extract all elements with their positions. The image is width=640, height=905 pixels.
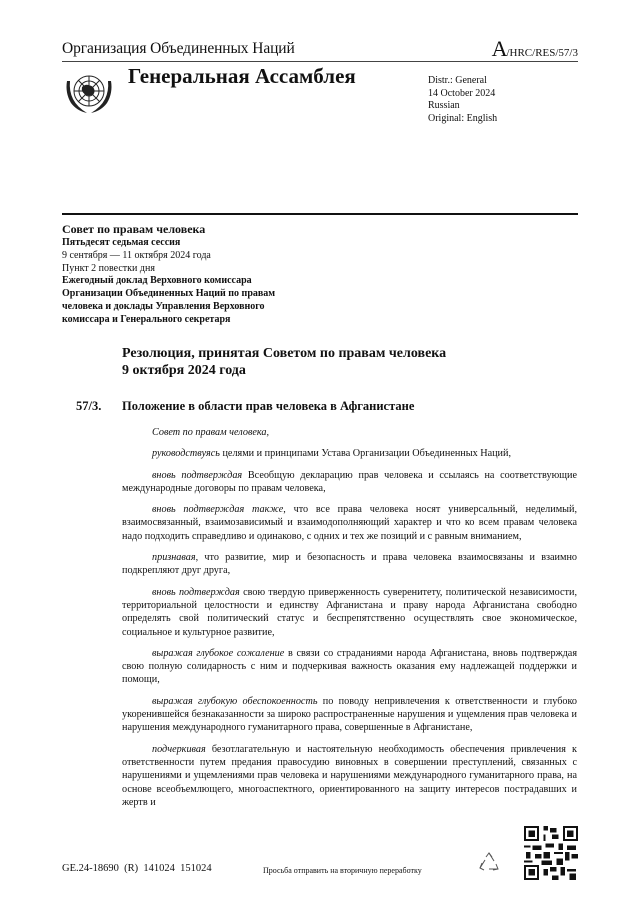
session-dates: 9 сентября — 11 октября 2024 года xyxy=(62,249,211,261)
organization-name: Организация Объединенных Наций xyxy=(62,40,295,57)
recycle-icon xyxy=(478,852,500,874)
paragraph-text: Всеобщую декларацию прав человека и ссылаясь на соответствующие международные договоры по правам человека, xyxy=(122,469,577,494)
preamble-paragraph xyxy=(122,551,577,578)
paragraph-lead: вновь подтверждая xyxy=(152,586,240,598)
session-name: Пятьдесят седьмая сессия xyxy=(62,237,181,248)
council-name: Совет по правам человека xyxy=(62,222,206,236)
paragraph-text: , что все права человека носят универсальный, неделимый, взаимосвязанный, взаимозависимый и взаимодополняющий характер и что ко всем правам человека надо подходить справедливо и одинаково, с одних и тех же позиций и с равным вниманием, xyxy=(122,504,578,542)
preamble-paragraph xyxy=(122,503,577,543)
job-number: GE.24-18690 (R) 141024 151024 xyxy=(62,863,212,874)
report-line: человека и доклады Управления Верховного xyxy=(62,300,265,312)
paragraph-text: свою твердую приверженность суверенитету, политической независимости, территориальной целостности и единству Афганистана и праву народа Афганистана свободно определять свой политический статус и беспрепятственно осуществлять свое экономическое, социальное и культурное развитие, xyxy=(122,586,577,638)
document-symbol xyxy=(492,36,578,62)
paragraph-text: безотлагательную и настоятельную необходимость обеспечения привлечения к ответственности путем предания правосудию виновных в совершении преступлений, связанных с нарушениями и ущемлениями прав человека и нарушениями международного гуманитарного права, на основе всеобъемлющего, многоаспектного, ориентированного на защиту интересов пострадавших и жертв и xyxy=(122,743,577,808)
header-rule xyxy=(62,61,578,62)
resolution-number: 57/3. xyxy=(76,399,102,413)
paragraph-text: в связи со страданиями народа Афганистана, вновь подтверждая свою полную солидарность с ним и подчеркивая важность оказания ему надлежащей поддержки и помощи, xyxy=(122,647,578,686)
preamble-paragraph xyxy=(122,469,577,496)
un-emblem-icon xyxy=(63,67,115,117)
preamble-paragraph xyxy=(122,647,577,687)
qr-code-icon[interactable] xyxy=(524,826,578,880)
report-line: комиссара и Генерального секретаря xyxy=(62,313,231,325)
session-block xyxy=(62,222,275,327)
paragraph-lead: руководствуясь xyxy=(152,448,220,460)
report-line: Организации Объединенных Наций по правам xyxy=(62,288,276,300)
section-rule xyxy=(62,213,578,215)
preamble-paragraph xyxy=(122,743,577,809)
preamble-paragraph xyxy=(122,426,577,439)
distribution-block xyxy=(428,75,497,126)
paragraph-lead: подчеркивая xyxy=(152,743,206,755)
paragraph-lead: вновь подтверждая также xyxy=(152,504,284,516)
issue-date: 14 October 2024 xyxy=(428,87,496,99)
preamble-paragraph xyxy=(122,695,577,735)
resolution-date-line: 9 октября 2024 года xyxy=(122,362,246,378)
paragraph-text: по поводу непривлечения к ответственности и глубоко укоренившейся безнаказанности за широко распространенные нарушения и ущемления прав человека и нарушения международного гуманитарного права, совершенные в Афганистане, xyxy=(122,695,577,734)
paragraph-lead: Совет по правам человека, xyxy=(152,427,270,438)
symbol-suffix: /HRC/RES/57/3 xyxy=(506,47,578,59)
resolution-title xyxy=(122,346,446,379)
paragraph-lead: признавая xyxy=(152,552,196,564)
preamble-body xyxy=(122,426,577,817)
resolution-heading: Положение в области прав человека в Афганистане xyxy=(122,399,415,413)
resolution-title-line: Резолюция, принятая Советом по правам человека xyxy=(122,346,447,361)
body-name: Генеральная Ассамблея xyxy=(128,64,356,88)
paragraph-text: , что развитие, мир и безопасность и права человека взаимосвязаны и взаимно подкрепляют друг друга, xyxy=(122,552,577,577)
distribution-type: Distr.: General xyxy=(428,75,487,86)
recycle-notice: Просьба отправить на вторичную переработку xyxy=(263,866,422,875)
paragraph-text: целями и принципами Устава Организации Объединенных Наций, xyxy=(219,448,512,460)
agenda-item: Пункт 2 повестки дня xyxy=(62,262,155,274)
paragraph-lead: вновь подтверждая xyxy=(152,469,243,481)
paragraph-lead: выражая глубокую обеспокоенность xyxy=(152,695,318,707)
report-line: Ежегодный доклад Верховного комиссара xyxy=(62,275,252,287)
original-language: Original: English xyxy=(428,113,498,125)
paragraph-lead: выражая глубокое сожаление xyxy=(152,647,285,659)
language: Russian xyxy=(428,100,460,112)
symbol-prefix: A xyxy=(491,36,507,61)
preamble-paragraph xyxy=(122,447,577,460)
preamble-paragraph xyxy=(122,586,577,639)
